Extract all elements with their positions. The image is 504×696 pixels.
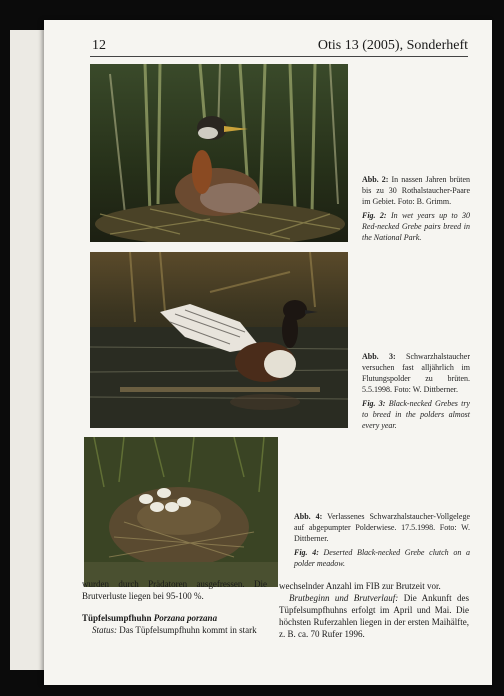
status-text: Das Tüpfelsumpfhuhn kommt in stark [119,625,257,635]
body-paragraph [82,624,267,636]
body-paragraph [279,592,469,640]
caption-text-en: Black-necked Grebes try to breed in the polders almost every year. [362,399,470,430]
caption-label-en: Fig. 2: [362,211,387,220]
caption-text-en: In wet years up to 30 Red-necked Grebe pairs breed in the National Park. [362,211,471,242]
document-page [44,20,492,685]
section-heading-de: Tüpfelsumpfhuhn [82,613,152,623]
caption-text-en: Deserted Black-necked Grebe clutch on a polder meadow. [294,548,470,568]
brut-text: Die Ankunft des Tüpfelsumpfhuhns erfolgt im April und Mai. Die höchsten Ruferzahlen liegen in der ersten Maihälfte, z. B. ca. 70 Rufer 1996. [279,593,469,639]
figure-caption-4 [294,511,470,569]
caption-label: Abb. 3: [362,352,396,361]
figure-caption-3 [362,351,470,431]
caption-label: Abb. 4: [294,512,323,521]
caption-label-en: Fig. 4: [294,548,319,557]
caption-text-de: In nassen Jahren brüten bis zu 30 Rothalstaucher-Paare im Gebiet. Foto: B. Grimm. [362,175,471,206]
figure-caption-2 [362,174,470,243]
section-heading-latin: Porzana porzana [153,613,218,623]
body-paragraph: wechselnder Anzahl im FIB zur Brutzeit vor. [279,581,441,591]
caption-label-en: Fig. 3: [362,399,386,408]
body-column-right [279,580,469,640]
photo-black-necked-grebe-wings [90,252,348,428]
caption-text-de: Verlassenes Schwarzhalstaucher-Vollgelege auf abgepumpter Polderwiese. 17.5.1998. Foto: W. Dittberner. [294,512,471,543]
page-number: 12 [92,38,106,53]
caption-text-de: Schwarzhalstaucher versuchen fast alljährlich im Flutungspolder zu brüten. 5.5.1998. Foto: W. Dittberner. [362,352,470,394]
caption-label: Abb. 2: [362,175,389,184]
status-label: Status: [92,625,118,635]
running-header: Otis 13 (2005), Sonderheft [317,38,468,53]
brut-label: Brutbeginn und Brutverlauf: [289,593,399,603]
photo-grebe-clutch [84,437,278,587]
body-paragraph: wurden durch Prädatoren ausgefressen. Die Brutverluste liegen bei 95-100 %. [82,579,267,601]
body-column-left [82,578,267,636]
section-heading [82,612,267,624]
header-rule [90,56,468,57]
photo-red-necked-grebe-nest [90,64,348,242]
